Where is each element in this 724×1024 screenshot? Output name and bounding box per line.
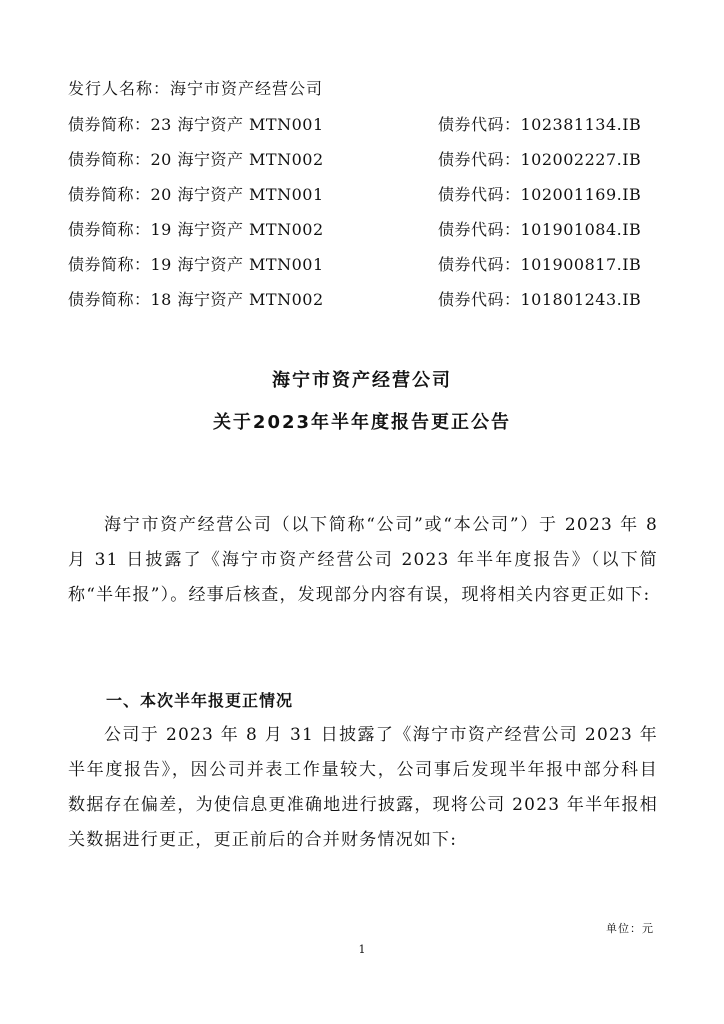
- bond-short-name: 债券简称：20 海宁资产 MTN001: [68, 185, 324, 204]
- bond-row: [68, 217, 668, 241]
- issuer-name: 发行人名称：海宁市资产经营公司: [68, 79, 324, 98]
- bond-row: [68, 182, 668, 206]
- bond-short-name: 债券简称：23 海宁资产 MTN001: [68, 115, 324, 134]
- bond-short-name: 债券简称：18 海宁资产 MTN002: [68, 290, 324, 309]
- bond-code: 债券代码：102001169.IB: [438, 185, 642, 204]
- title-announcement: 关于2023年半年度报告更正公告: [212, 412, 512, 433]
- bond-code: 债券代码：102002227.IB: [438, 150, 642, 169]
- bond-code: 债券代码：101901084.IB: [438, 220, 642, 239]
- title-company: 海宁市资产经营公司: [272, 370, 452, 391]
- section-heading: 一、本次半年报更正情况: [106, 691, 294, 710]
- bond-row: [68, 112, 668, 136]
- bond-short-name: 债券简称：19 海宁资产 MTN001: [68, 255, 324, 274]
- bond-code: 债券代码：101900817.IB: [438, 255, 642, 274]
- bond-code: 债券代码：102381134.IB: [438, 115, 642, 134]
- bond-row: [68, 147, 668, 171]
- bond-short-name: 债券简称：20 海宁资产 MTN002: [68, 150, 324, 169]
- bond-row: [68, 252, 668, 276]
- bond-row: [68, 287, 668, 311]
- intro-paragraph: 海宁市资产经营公司（以下简称“公司”或“本公司”）于 2023 年 8 月 31 日披露了《海宁市资产经营公司 2023 年半年度报告》（以下简称“半年报”）。经事后核查，发现部分内容有误，现将相关内容更正如下:: [68, 515, 658, 605]
- bond-short-name: 债券简称：19 海宁资产 MTN002: [68, 220, 324, 239]
- page-number: 1: [358, 943, 366, 956]
- section-body: 公司于 2023 年 8 月 31 日披露了《海宁市资产经营公司 2023 年半年度报告》，因公司并表工作量较大，公司事后发现半年报中部分科目数据存在偏差，为使信息更准确地进行披露，现将公司 2023 年半年报相关数据进行更正，更正前后的合并财务情况如下:: [68, 725, 658, 850]
- bond-code: 债券代码：101801243.IB: [438, 290, 642, 309]
- unit-label: 单位：元: [606, 922, 654, 935]
